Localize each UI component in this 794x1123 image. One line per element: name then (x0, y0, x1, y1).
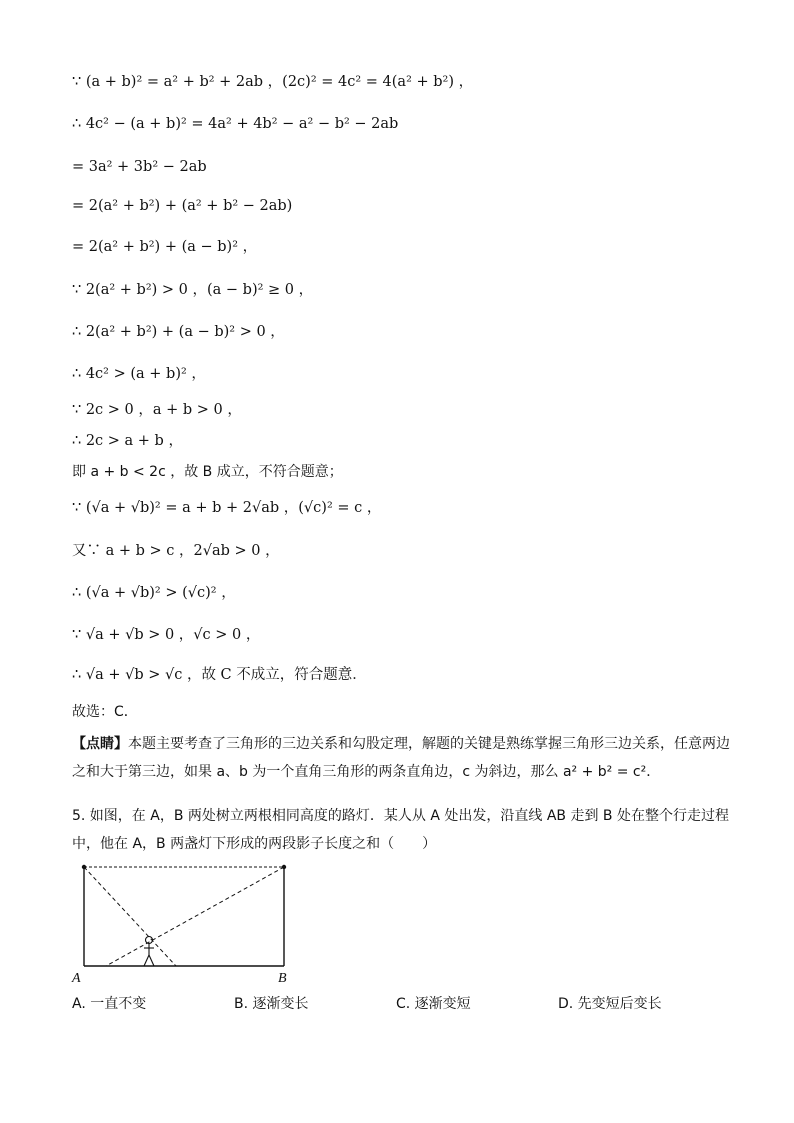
solution-line-13: 又∵ a + b > c ，2√ab > 0 ， (72, 543, 280, 559)
solution-line-10: ∴ 2c > a + b ， (72, 433, 183, 449)
solution-line-5: = 2(a² + b²) + (a − b)² ， (72, 239, 258, 255)
answer-line: 故选：C． (72, 704, 138, 720)
option-d[interactable]: D. 先变短后变长 (558, 996, 662, 1012)
question-5-text: 5. 如图，在 A，B 两处树立两根相同高度的路灯．某人从 A 处出发，沿直线 AB 走到 B 处在整个行走过程中，他在 A，B 两盏灯下形成的两段影子长度之和（ ） (72, 808, 729, 852)
light-ray-b (106, 867, 284, 966)
solution-line-9: ∵ 2c > 0 ，a + b > 0 ， (72, 402, 242, 418)
option-c[interactable]: C. 逐渐变短 (396, 996, 471, 1012)
solution-line-3: = 3a² + 3b² − 2ab (72, 159, 207, 175)
light-ray-a (84, 867, 176, 966)
comment-text: 本题主要考查了三角形的三边关系和勾股定理，解题的关键是熟练掌握三角形三边关系，任意两边之和大于第三边，如果 a、b 为一个直角三角形的两条直角边，c 为斜边，那么 a² + b² = c²． (72, 736, 730, 780)
question-5-options (72, 993, 732, 1015)
solution-line-14: ∴ (√a + √b)² > (√c)² ， (72, 585, 236, 601)
solution-line-1: ∵ (a + b)² = a² + b² + 2ab ，(2c)² = 4c² = 4(a² + b²) ， (72, 74, 474, 90)
label-a: A (72, 971, 81, 986)
solution-line-15: ∵ √a + √b > 0 ，√c > 0 ， (72, 627, 261, 643)
lamp-b (282, 865, 286, 869)
lamp-a (82, 865, 86, 869)
solution-line-8: ∴ 4c² > (a + b)² ， (72, 366, 206, 382)
solution-line-4: = 2(a² + b²) + (a² + b² − 2ab) (72, 198, 293, 214)
solution-line-7: ∴ 2(a² + b²) + (a − b)² > 0 ， (72, 324, 285, 340)
solution-line-16: ∴ √a + √b > √c ，故 C 不成立，符合题意． (72, 667, 367, 683)
comment-block (72, 730, 732, 786)
solution-line-2: ∴ 4c² − (a + b)² = 4a² + 4b² − a² − b² − 2ab (72, 116, 399, 132)
solution-line-6: ∵ 2(a² + b²) > 0 ，(a − b)² ≥ 0 ， (72, 282, 314, 298)
label-b: B (278, 971, 287, 986)
person-icon (144, 937, 154, 967)
streetlight-figure (66, 858, 306, 988)
option-a[interactable]: A. 一直不变 (72, 996, 147, 1012)
solution-line-12: ∵ (√a + √b)² = a + b + 2√ab ，(√c)² = c ， (72, 500, 382, 516)
option-b[interactable]: B. 逐渐变长 (234, 996, 309, 1012)
solution-line-11: 即 a + b < 2c ，故 B 成立，不符合题意； (72, 464, 343, 480)
comment-tag: 【点睛】 (72, 736, 128, 752)
